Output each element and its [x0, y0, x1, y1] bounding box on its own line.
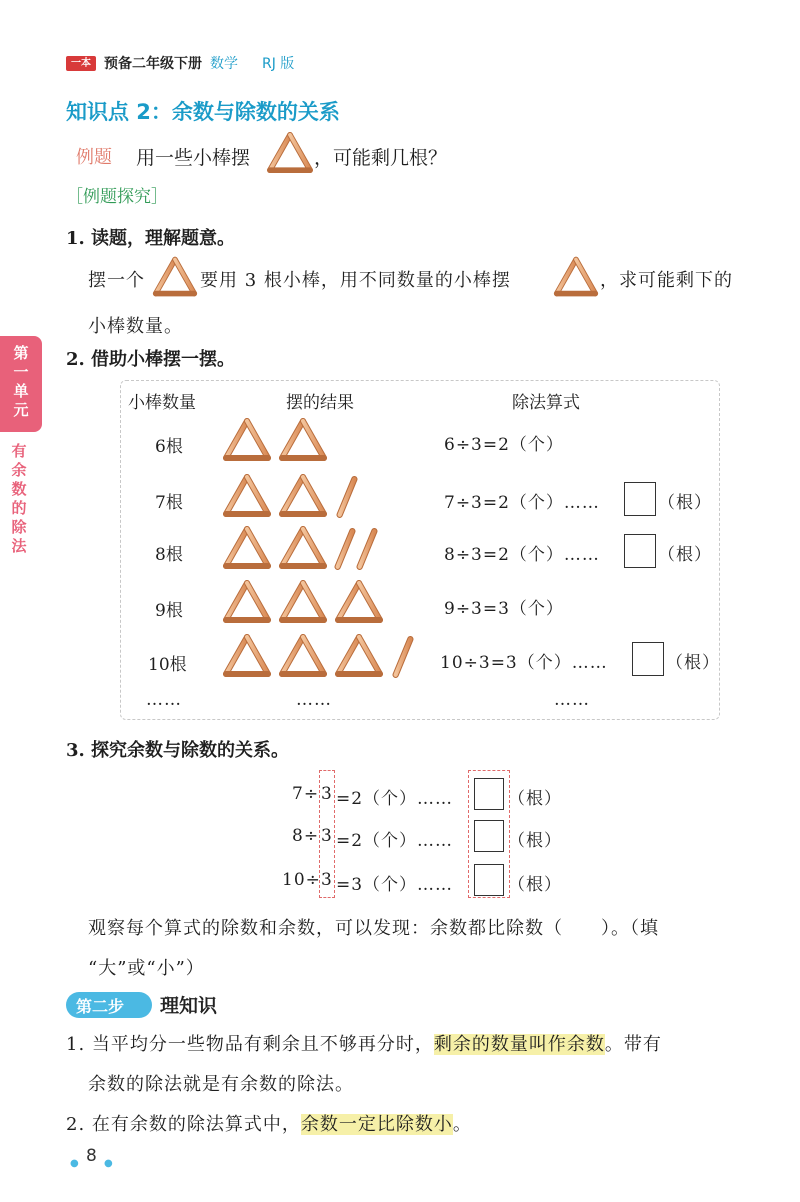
example-question-part2: ，可能剩几根？ — [314, 147, 448, 169]
table-row-count: 6根 — [155, 437, 183, 457]
stick-triangle-icon — [222, 474, 272, 518]
highlighted-definition: 剩余的数量叫作余数 — [433, 1034, 605, 1055]
table-row-equation: 9÷3=3（个） — [444, 599, 564, 619]
knowledge-text: 2. 在有余数的除法算式中， — [66, 1114, 301, 1135]
answer-box[interactable] — [474, 778, 504, 810]
explore-eq-dividend: 8÷ — [292, 826, 320, 846]
table-row-equation: 7÷3=2（个）…… — [444, 493, 600, 513]
table-row-equation: 6÷3=2（个） — [444, 435, 564, 455]
explore-eq-divisor: 3 — [321, 870, 333, 890]
step-3-heading: 3. 探究余数与除数的关系。 — [66, 740, 290, 761]
step-1-text-c: ，求可能剩下的 — [600, 270, 733, 291]
stick-triangle-icon — [278, 580, 328, 624]
knowledge-text: 。带有 — [604, 1034, 662, 1055]
explore-eq-dividend: 10÷ — [282, 870, 321, 890]
table-row-unit: （根） — [658, 545, 712, 565]
step-2-heading: 2. 借助小棒摆一摆。 — [66, 349, 236, 370]
single-stick-icon — [392, 636, 414, 678]
knowledge-item-1-line-1 — [66, 1030, 662, 1056]
table-row-equation: 10÷3=3（个）…… — [440, 653, 608, 673]
table-row-count: 8根 — [155, 545, 183, 565]
step-1-text-a: 摆一个 — [88, 270, 145, 291]
explore-eq-unit: （根） — [508, 789, 562, 809]
highlighted-rule: 余数一定比除数小 — [300, 1114, 453, 1135]
unit-label: 第一单元 — [13, 344, 29, 419]
example-tag: 例题 — [76, 147, 112, 168]
table-ellipsis: …… — [296, 690, 332, 710]
single-stick-icon — [336, 476, 358, 518]
explore-eq-quotient: =2（个）…… — [336, 789, 454, 809]
answer-box[interactable] — [474, 864, 504, 896]
answer-box[interactable] — [474, 820, 504, 852]
answer-box[interactable] — [632, 642, 664, 676]
unit-title: 有余数的除法 — [11, 442, 27, 555]
explore-eq-quotient: =3（个）…… — [336, 875, 454, 895]
table-row-equation: 8÷3=2（个）…… — [444, 545, 600, 565]
stick-triangle-icon — [334, 580, 384, 624]
explore-eq-dividend: 7÷ — [292, 784, 320, 804]
table-row-count: 9根 — [155, 601, 183, 621]
answer-box[interactable] — [624, 534, 656, 568]
table-header-count: 小棒数量 — [128, 393, 196, 413]
table-row-unit: （根） — [658, 493, 712, 513]
stick-triangle-icon — [278, 526, 328, 570]
table-row-count: 10根 — [148, 655, 187, 675]
step-1-text-d: 小棒数量。 — [88, 316, 183, 337]
stick-triangle-icon — [278, 634, 328, 678]
stick-triangle-icon — [152, 256, 198, 298]
table-ellipsis: …… — [146, 690, 182, 710]
knowledge-item-2 — [66, 1110, 472, 1136]
explore-eq-divisor: 3 — [321, 826, 333, 846]
observation-line-1: 观察每个算式的除数和余数，可以发现：余数都比除数（ ）。（填 — [88, 918, 659, 939]
stick-triangle-icon — [266, 132, 314, 174]
stick-triangle-icon — [222, 526, 272, 570]
page-dot-left: ● — [70, 1158, 79, 1169]
knowledge-point-title: 知识点 2：余数与除数的关系 — [66, 100, 340, 124]
stick-triangle-icon — [278, 474, 328, 518]
stick-triangle-icon — [222, 580, 272, 624]
step-1-text-b: 要用 3 根小棒，用不同数量的小棒摆 — [200, 270, 511, 291]
explore-eq-unit: （根） — [508, 831, 562, 851]
version-label: RJ 版 — [262, 56, 295, 72]
knowledge-item-1-line-2: 余数的除法就是有余数的除法。 — [88, 1074, 354, 1095]
explore-eq-divisor: 3 — [321, 784, 333, 804]
observation-line-2: “大”或“小”） — [88, 958, 205, 979]
step-1-heading: 1. 读题，理解题意。 — [66, 228, 236, 249]
explore-eq-unit: （根） — [508, 875, 562, 895]
explore-label: ［例题探究］ — [66, 187, 168, 207]
stick-triangle-icon — [222, 418, 272, 462]
table-row-unit: （根） — [666, 653, 720, 673]
stick-triangle-icon — [222, 634, 272, 678]
knowledge-text: 。 — [452, 1114, 472, 1135]
single-stick-icon — [334, 528, 356, 570]
table-row-count: 7根 — [155, 493, 183, 513]
page-number: 8 — [86, 1146, 97, 1166]
subject-label: 数学 — [210, 56, 238, 72]
stick-triangle-icon — [334, 634, 384, 678]
stick-triangle-icon — [553, 256, 599, 298]
answer-box[interactable] — [624, 482, 656, 516]
explore-eq-quotient: =2（个）…… — [336, 831, 454, 851]
example-question-part1: 用一些小棒摆 — [136, 147, 251, 169]
section-title: 理知识 — [160, 995, 218, 1017]
table-header-equation: 除法算式 — [512, 393, 580, 413]
book-title: 预备二年级下册 — [104, 56, 202, 72]
stick-triangle-icon — [278, 418, 328, 462]
table-ellipsis: …… — [554, 690, 590, 710]
knowledge-text: 1. 当平均分一些物品有剩余且不够再分时， — [66, 1034, 434, 1055]
table-header-result: 摆的结果 — [286, 393, 354, 413]
page-dot-right: ● — [104, 1158, 113, 1169]
brand-logo: 一本 — [66, 56, 96, 71]
step-banner-label: 第二步 — [76, 997, 125, 1016]
single-stick-icon — [356, 528, 378, 570]
